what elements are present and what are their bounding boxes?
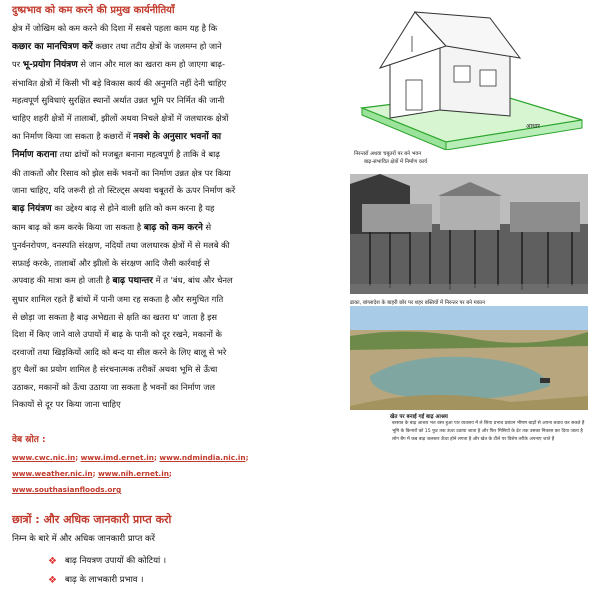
flood-shelter-photo	[350, 306, 588, 410]
bold-term: बाढ़ नियंत्रण	[12, 203, 52, 214]
stilt-houses-photo	[350, 174, 588, 294]
body-line	[12, 237, 344, 255]
house-door	[406, 80, 422, 110]
text: तथा ढांचों को मजबूत बनाना महत्वपूर्ण है ताकि वे बाढ़	[56, 149, 220, 160]
house-on-plinth-illustration	[350, 0, 590, 150]
text: बाढ़ के लाभकारी प्रभाव ।	[64, 575, 144, 585]
body-line	[12, 255, 344, 273]
text: महत्वपूर्ण सुविधाएं सुरक्षित स्थानों अर्थात उन्नत भूमि पर निर्मित की जानी	[12, 95, 225, 106]
body-line	[12, 291, 344, 309]
body-line	[12, 309, 344, 327]
text: संभावित क्षेत्रों में किसी भी बड़े विकास कार्य की अनुमति नहीं देनी चाहिए	[12, 77, 227, 88]
diamond-bullet-icon: ❖	[48, 575, 57, 586]
text: बाढ़-संभावित क्षेत्रों में निर्माण कार्य	[364, 159, 428, 165]
body-line	[12, 146, 344, 165]
house-window	[480, 70, 496, 86]
text: चाहिए शहरी क्षेत्रों में तालाबों, झीलों अथवा निचले क्षेत्रों में जलधारक क्षेत्रों	[12, 112, 229, 123]
text: में त 'बंध, बांध और चेनल	[152, 275, 233, 286]
body-line	[12, 165, 344, 183]
web-links: www.cwc.nic.in; www.imd.ernet.in; www.ndmindia.nic.in; www.weather.nic.in; www.nih.ernet.in; www.southasianfloods.org	[12, 453, 249, 494]
students-title: छात्रों : और अधिक जानकारी प्राप्त करो	[12, 513, 172, 526]
link-weather[interactable]: www.weather.nic.in	[12, 469, 93, 478]
body-line	[12, 75, 344, 93]
body-line	[12, 200, 344, 219]
text: सुधार शामिल रहते हैं बांधों में पानी जमा रह सकता है और समुचित गति	[12, 293, 224, 304]
text: क्षेत्र में जोखिम को कम करने की दिशा में सबसे पहला काम यह है कि	[12, 23, 218, 33]
body-line	[12, 219, 344, 238]
text: दरवाजों तथा खिड़कियों आदि को बन्द या सील करने के लिए बालू से भरे	[12, 346, 227, 357]
flood-shelter-caption-title: खेत पर बनाई गई बाढ़ आश्रय	[390, 414, 448, 420]
bold-term: नक्शे के अनुसार भवनों का	[133, 131, 222, 142]
bold-term: बाढ़ को कम करने	[143, 222, 203, 233]
stilt-houses-caption: ढाका, बांग्लादेश के बाहरी छोर पर शहर बस्तियों में निरन्तर पर बने मकान	[350, 300, 485, 306]
text: की ताकतों और रिसाव को झेल सकें भवनों का निर्माण उन्नत क्षेत्र पर किया	[12, 167, 231, 178]
text: जाना चाहिए, यदि जरूरी हो तो स्टिल्ट्स अथवा चबूतरों के ऊपर निर्माण करें	[12, 185, 236, 196]
body-line	[12, 182, 344, 200]
body-line	[12, 272, 344, 291]
text: काम बाढ़ को कम करके किया जा सकता है	[12, 221, 144, 232]
body-line	[12, 326, 344, 344]
house-caption	[354, 150, 584, 166]
text: से	[202, 221, 212, 232]
hut-right	[510, 202, 580, 232]
text: पुनर्वनरोपण, वनस्पति संरक्षण, नदियों तथा जलधारक क्षेत्रों में से मलबे की	[12, 240, 230, 251]
text: का निर्माण किया जा सकता है कछारों में	[12, 130, 134, 141]
reflection	[350, 284, 588, 294]
body-paragraph	[12, 20, 344, 414]
body-line	[12, 92, 344, 110]
list-item	[48, 552, 166, 571]
bold-term: निर्माण कराना	[12, 150, 57, 161]
link-cwc[interactable]: www.cwc.nic.in	[12, 453, 76, 462]
web-sources-title: वेब स्रोत :	[12, 435, 46, 445]
text: निरन्तरों अथवा चबूतरों पर बने भवन	[354, 151, 422, 157]
text: निकायों से दूर पर किया जाना चाहिए	[12, 399, 121, 410]
body-line	[12, 128, 344, 147]
animal	[540, 378, 550, 383]
text: से जान और माल का खतरा कम हो जाएगा बाढ़-	[77, 59, 225, 70]
text: हुए थैलों का प्रयोग शामिल है संरचनात्मक तरीकों अथवा भूमि से ऊँचा	[12, 364, 218, 375]
water	[350, 224, 588, 294]
list-item	[48, 571, 166, 590]
bullet-list	[48, 552, 166, 590]
text: कछार तथा तटीय क्षेत्रों के जलमग्न हो जाने	[92, 40, 222, 51]
text: पर	[12, 59, 23, 70]
house-window	[454, 66, 470, 82]
diamond-bullet-icon: ❖	[48, 556, 57, 567]
body-line	[12, 379, 344, 397]
text: से छोड़ा जा सकता है बाढ़ अभेद्यता से क्षति का खतरा घ' जाता है इस	[12, 311, 217, 322]
body-line	[12, 110, 344, 128]
hut-left	[362, 204, 432, 232]
text: सफ़ाई करके, तालाबों और झीलों के संरक्षण आदि जैसी कार्रवाई से	[12, 257, 210, 268]
link-imd[interactable]: www.imd.ernet.in	[80, 453, 154, 462]
plinth-label: आधार	[526, 123, 540, 130]
body-line	[12, 38, 344, 57]
text: बाढ़ नियत्रण उपायों की कोटियां ।	[64, 556, 167, 566]
text: दिशा में किए जाने वाले उपायों में बाढ़ के पानी को दूर रखने, मकानों के	[12, 329, 222, 340]
text: का उद्देश्य बाढ़ से होने वाली क्षति को कम करना है यह	[51, 202, 215, 213]
link-ndmindia[interactable]: www.ndmindia.nic.in	[159, 453, 246, 462]
hut-middle	[440, 194, 500, 230]
body-line	[12, 361, 344, 379]
text: उठाकर, मकानों को ऊँचा उठाया जा सकता है भवनों का निर्माण जल	[12, 381, 216, 392]
flood-shelter-caption: बरसात के बाढ़ आश्रय भत वस्त्र हुआ पार व्यवसय में ले सिया प्रभाव प्रबंधन भीषण बाढ़ों से अपना बचाव कर सकते हैं भूमि के किनारों को 15 फुट तक ऊंचा उठाया जाता है और फिर मिसियों के ढेर तक उसका निकास कर दिया जाता है लोग बैंग में कब बाढ़ जलस्तर ऊँचा होने लगता है और खेत के टीले पर विशेष तरीके अपनाए जाते हैं	[392, 421, 585, 442]
students-intro: निम्न के बारे में और अधिक जानकारी प्राप्त करें	[12, 534, 156, 544]
bold-term: कछार का मानचित्रण करें	[12, 41, 93, 52]
section-heading: दुष्प्रभाव को कम करने की प्रमुख कार्यनीतियाँ	[12, 5, 175, 16]
text: अपवाह की मात्रा कम हो जाती है	[12, 275, 113, 286]
link-nih[interactable]: www.nih.ernet.in	[98, 469, 169, 478]
body-line	[12, 396, 344, 414]
bold-term: बाढ़ पथान्तर	[112, 276, 153, 287]
link-southasianfloods[interactable]: www.southasianfloods.org	[12, 485, 122, 494]
body-line	[12, 20, 344, 38]
body-line	[12, 344, 344, 362]
body-line	[12, 56, 344, 75]
bold-term: भू-प्रयोग नियंत्रण	[22, 60, 78, 71]
